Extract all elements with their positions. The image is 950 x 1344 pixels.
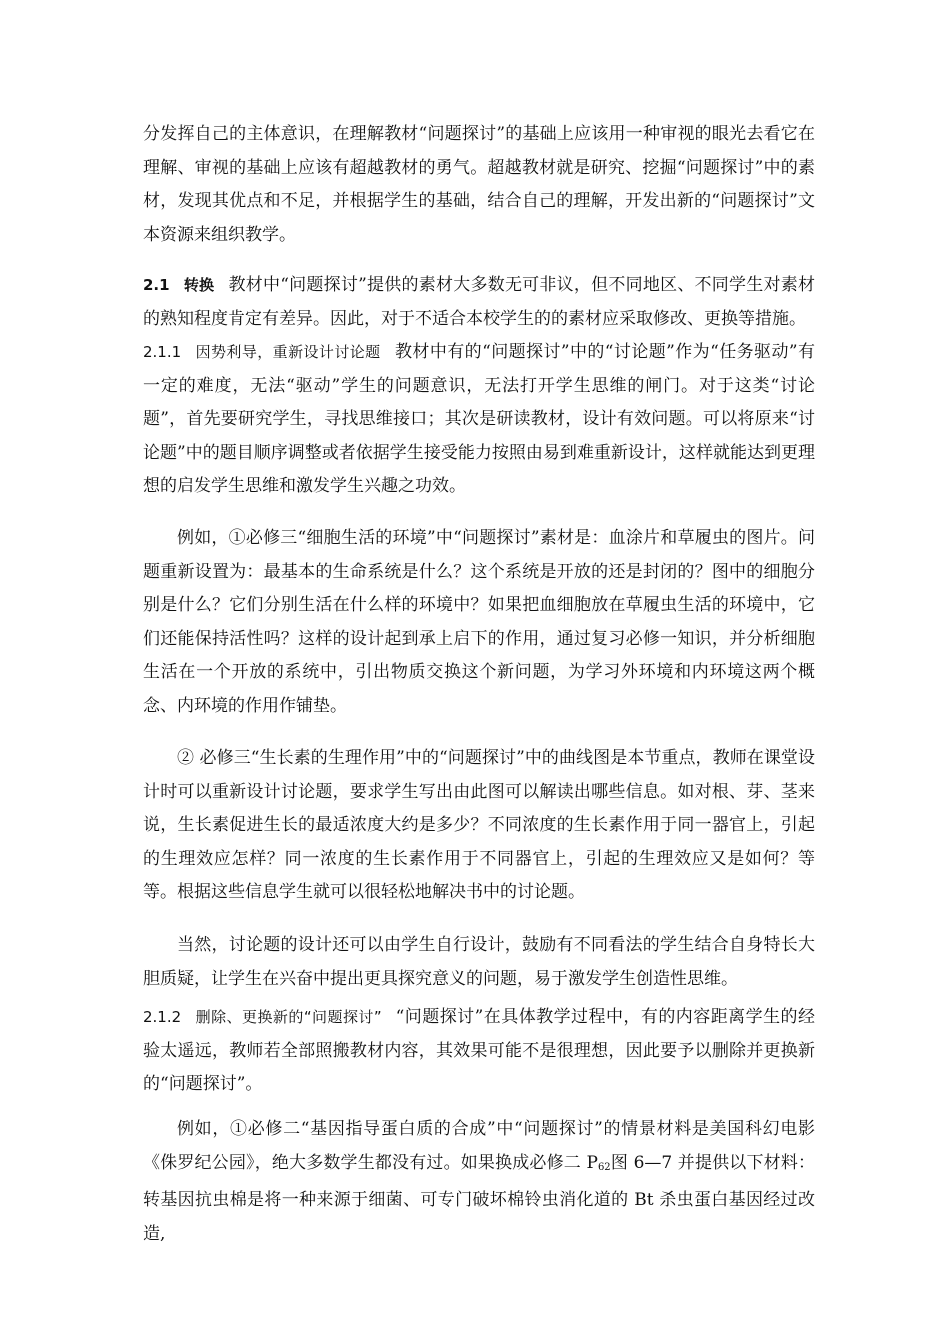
section-2-1-1-text: 教材中有的“问题探讨”中的“讨论题”作为“任务驱动”有一定的难度，无法“驱动”学生的问题意识，无法打开学生思维的闸门。对于这类“讨论题”，首先要研究学生，寻找思维接口；其次是研读教材，设计有效问题。可以将原来“讨论题”中的题目顺序调整或者依据学生接受能力按照由易到难重新设计，这样就能达到更理想的启发学生思维和激发学生兴趣之功效。 <box>143 342 815 497</box>
section-2-1-2 <box>143 1001 815 1102</box>
example-4-text-a: 例如，①必修二“基因指导蛋白质的合成”中“问题探讨”的情景材料是美国科幻电影《侏罗纪公园》，绝大多数学生都没有过。如果换成必修二 P <box>143 1119 815 1173</box>
example-2-text: ② 必修三“生长素的生理作用”中的“问题探讨”中的曲线图是本节重点，教师在课堂设计时可以重新设计讨论题，要求学生写出由此图可以解读出哪些信息。如对根、芽、茎来说，生长素促进生长的最适浓度大约是多少？不同浓度的生长素作用于同一器官上，引起的生理效应怎样？同一浓度的生长素作用于不同器官上，引起的生理效应又是如何？等等。根据这些信息学生就可以很轻松地解决书中的讨论题。 <box>143 748 815 903</box>
page-ref-subscript: 62 <box>597 1161 611 1173</box>
section-2-1-text: 教材中“问题探讨”提供的素材大多数无可非议，但不同地区、不同学生对素材的熟知程度肯定有差异。因此，对于不适合本校学生的的素材应采取修改、更换等措施。 <box>143 275 815 329</box>
section-2-1-title: 转换 <box>183 276 215 294</box>
section-2-1-2-title: 删除、更换新的“问题探讨” <box>195 1008 382 1026</box>
section-2-1-2-text: “问题探讨”在具体教学过程中，有的内容距离学生的经验太遥远，教师若全部照搬教材内容，其效果可能不是很理想，因此要予以删除并更换新的“问题探讨”。 <box>143 1007 815 1095</box>
section-2-1-1-title: 因势利导，重新设计讨论题 <box>195 343 381 361</box>
section-2-1-2-number: 2.1.2 <box>143 1008 182 1026</box>
example-1-paragraph <box>143 522 815 724</box>
example-3-paragraph <box>143 929 815 996</box>
paragraph-intro-text: 分发挥自己的主体意识，在理解教材“问题探讨”的基础上应该用一种审视的眼光去看它在理解、审视的基础上应该有超越教材的勇气。超越教材就是研究、挖掘“问题探讨”中的素材，发现其优点和不足，并根据学生的基础，结合自己的理解，开发出新的“问题探讨”文本资源来组织教学。 <box>143 124 815 245</box>
section-2-1-number: 2.1 <box>143 276 170 294</box>
example-3-text: 当然，讨论题的设计还可以由学生自行设计，鼓励有不同看法的学生结合自身特长大胆质疑，让学生在兴奋中提出更具探究意义的问题，易于激发学生创造性思维。 <box>143 935 815 989</box>
example-2-paragraph <box>143 742 815 910</box>
paragraph-intro <box>143 118 815 252</box>
section-2-1 <box>143 269 815 336</box>
example-4-paragraph <box>143 1113 815 1251</box>
section-2-1-1-number: 2.1.1 <box>143 343 182 361</box>
section-2-1-1 <box>143 336 815 504</box>
example-4-text-b: 图 6—7 并提供以下材料：转基因抗虫棉是将一种来源于细菌、可专门破坏棉铃虫消化道的 Bt 杀虫蛋白基因经过改造, <box>143 1152 815 1244</box>
example-1-text: 例如，①必修三“细胞生活的环境”中“问题探讨”素材是：血涂片和草履虫的图片。问题重新设置为：最基本的生命系统是什么？这个系统是开放的还是封闭的？图中的细胞分别是什么？它们分别生活在什么样的环境中？如果把血细胞放在草履虫生活的环境中，它们还能保持活性吗？这样的设计起到承上启下的作用，通过复习必修一知识，并分析细胞生活在一个开放的系统中，引出物质交换这个新问题，为学习外环境和内环境这两个概念、内环境的作用作铺垫。 <box>143 528 815 716</box>
